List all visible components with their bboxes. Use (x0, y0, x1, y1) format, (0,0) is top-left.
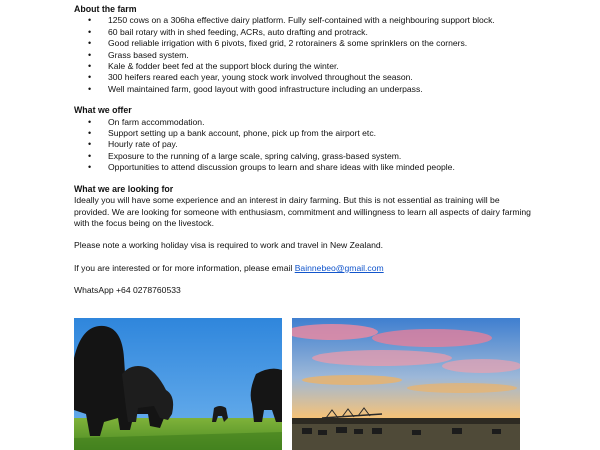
list-item: • Kale & fodder beet fed at the support block during the winter. (88, 61, 534, 72)
about-heading: About the farm (74, 4, 137, 14)
looking-heading: What we are looking for (74, 183, 174, 194)
cows-photo-image (74, 318, 282, 450)
offer-list (74, 117, 534, 174)
list-item: • Exposure to the running of a large scale, spring calving, grass-based system. (88, 151, 534, 162)
list-item: • Good reliable irrigation with 6 pivots, fixed grid, 2 rotorainers & some sprinklers on the corners. (88, 38, 534, 49)
list-item: • Support setting up a bank account, phone, pick up from the airport etc. (88, 128, 534, 139)
list-item: • Opportunities to attend discussion groups to learn and share ideas with like minded people. (88, 162, 534, 173)
list-item: • On farm accommodation. (88, 117, 534, 128)
list-item: • 300 heifers reared each year, young stock work involved throughout the season. (88, 72, 534, 83)
sunset-photo-image (292, 318, 520, 450)
visa-note: Please note a working holiday visa is required to work and travel in New Zealand. (74, 240, 384, 251)
looking-section (74, 184, 534, 297)
email-link[interactable]: Bainnebeo@gmail.com (294, 262, 384, 273)
contact-line (74, 263, 534, 274)
contact-prefix: If you are interested or for more information, please email (74, 262, 295, 273)
offer-heading: What we offer (74, 105, 132, 116)
sunset-photo (292, 318, 520, 450)
list-item: • 60 bail rotary with in shed feeding, ACRs, auto drafting and protrack. (88, 27, 534, 38)
whatsapp-line: WhatsApp +64 0278760533 (74, 285, 181, 296)
cows-photo (74, 318, 282, 450)
list-item: • Grass based system. (88, 50, 534, 61)
photo-row (74, 318, 520, 450)
list-item: • Well maintained farm, good layout with good infrastructure including an underpass. (88, 84, 534, 95)
offer-section (74, 105, 534, 173)
list-item: • 1250 cows on a 306ha effective dairy platform. Fully self-contained with a neighbouring support block. (88, 15, 534, 26)
list-item: • Hourly rate of pay. (88, 139, 534, 150)
about-section (74, 4, 534, 95)
document-body (74, 4, 534, 308)
about-list (74, 15, 534, 95)
looking-paragraph: Ideally you will have some experience and an interest in dairy farming. But this is not essential as training will be provided. We are looking for someone with enthusiasm, commitment and willingness to learn all aspects of dairy farming with the focus being on the livestock. (74, 195, 531, 228)
